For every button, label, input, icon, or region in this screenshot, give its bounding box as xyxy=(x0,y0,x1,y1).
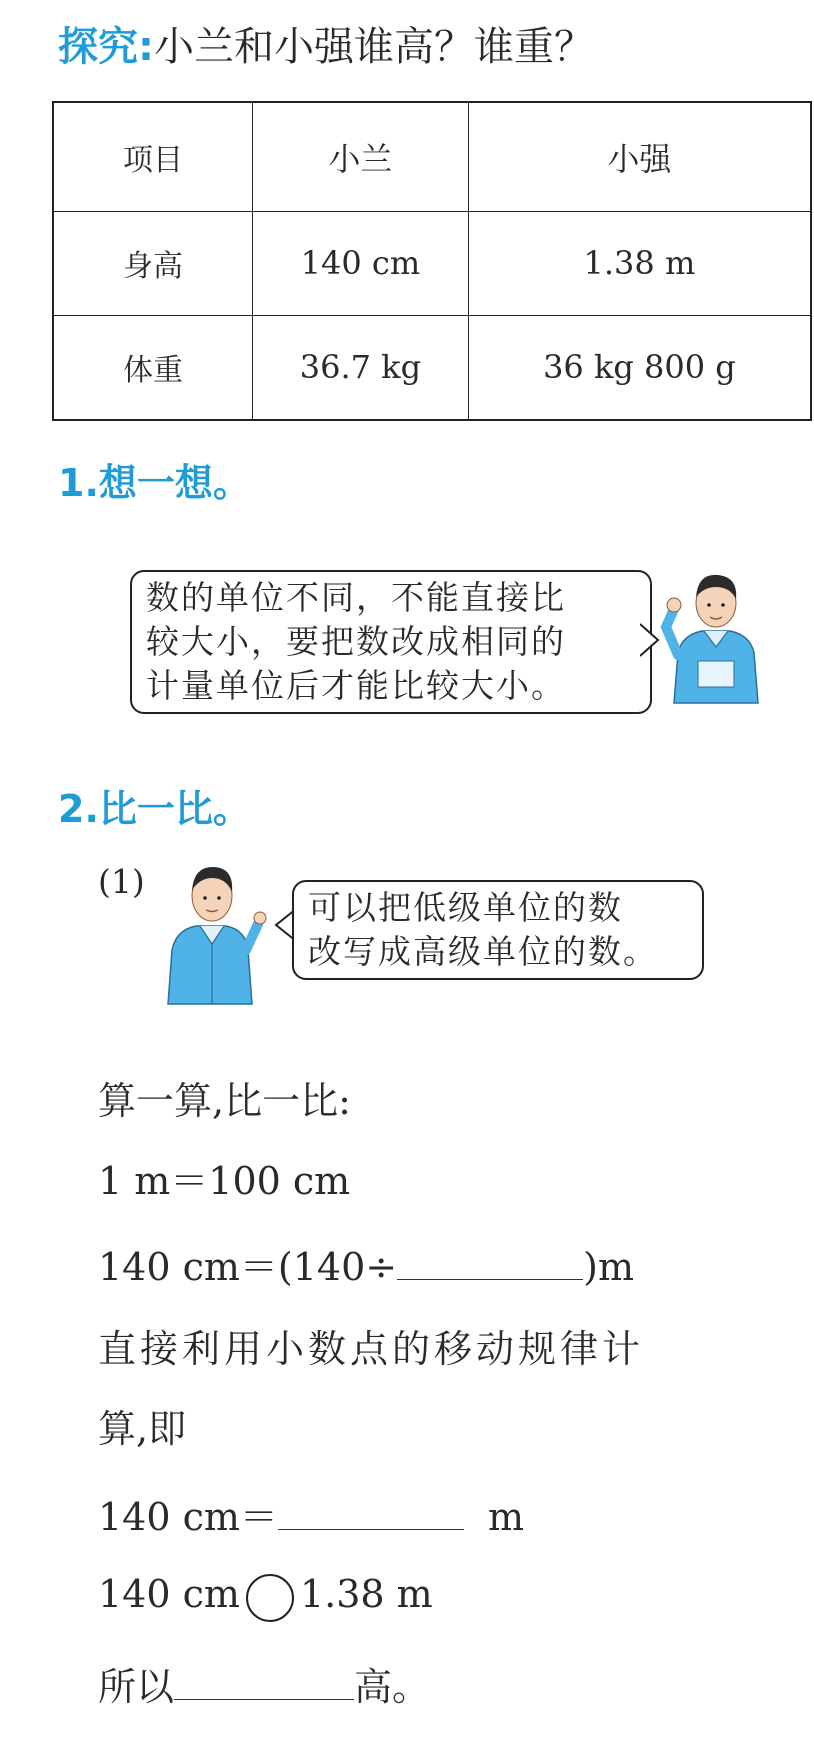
bubble-line: 改写成高级单位的数。 xyxy=(308,932,658,971)
bubble-line: 计量单位后才能比较大小。 xyxy=(146,666,566,705)
table-cell: 36.7 kg xyxy=(253,315,469,420)
table-cell: 140 cm xyxy=(253,211,469,315)
bubble-line: 较大小，要把数改成相同的 xyxy=(146,622,566,661)
compare-circle-blank[interactable] xyxy=(246,1574,294,1622)
result-prefix: 140 cm＝ xyxy=(98,1495,278,1539)
expression-suffix: )m xyxy=(583,1245,634,1289)
boy-illustration-icon xyxy=(660,565,770,705)
sub-question-label: (1) xyxy=(98,862,145,901)
table-header-cell: 小兰 xyxy=(253,102,469,211)
title-lead: 探究: xyxy=(58,24,154,70)
table-row xyxy=(53,315,811,420)
table-cell: 1.38 m xyxy=(468,211,811,315)
title-question: 小兰和小强谁高？谁重？ xyxy=(154,24,594,70)
table-header-row xyxy=(53,102,811,211)
calc-heading: 算一算,比一比: xyxy=(98,1079,351,1123)
table-cell: 身高 xyxy=(53,211,253,315)
section-2-title: 2.比一比。 xyxy=(58,787,251,831)
table-header-cell: 项目 xyxy=(53,102,253,211)
page-title xyxy=(58,20,594,74)
table-header-cell: 小强 xyxy=(468,102,811,211)
unit-conversion: 1 m＝100 cm xyxy=(98,1159,351,1203)
table-row xyxy=(53,211,811,315)
bubble-line: 可以把低级单位的数 xyxy=(308,888,623,927)
comparison-table xyxy=(52,101,812,421)
result-line xyxy=(98,1486,524,1541)
table-cell: 体重 xyxy=(53,315,253,420)
compare-line xyxy=(98,1572,433,1622)
speech-bubble-2 xyxy=(292,880,704,980)
expression-prefix: 140 cm＝(140÷ xyxy=(98,1245,398,1289)
boy-illustration-icon xyxy=(160,858,270,1006)
bubble-tail xyxy=(640,620,662,660)
compare-left: 140 cm xyxy=(98,1572,240,1616)
conclusion-suffix: 高。 xyxy=(354,1665,431,1709)
rule-text-line-1: 直接利用小数点的移动规律计 xyxy=(98,1327,645,1371)
bubble-line: 数的单位不同，不能直接比 xyxy=(146,578,566,617)
conclusion-line xyxy=(98,1656,430,1711)
result-unit: m xyxy=(488,1495,525,1539)
result-blank[interactable] xyxy=(278,1499,464,1530)
speech-bubble-1 xyxy=(130,570,652,714)
conclusion-blank[interactable] xyxy=(174,1669,354,1700)
division-expression xyxy=(98,1236,634,1291)
rule-text-line-2: 算,即 xyxy=(98,1407,187,1451)
compare-right: 1.38 m xyxy=(299,1572,433,1616)
section-1-title: 1.想一想。 xyxy=(58,461,251,505)
divisor-blank[interactable] xyxy=(397,1249,583,1280)
table-cell: 36 kg 800 g xyxy=(468,315,811,420)
conclusion-prefix: 所以 xyxy=(98,1665,175,1709)
